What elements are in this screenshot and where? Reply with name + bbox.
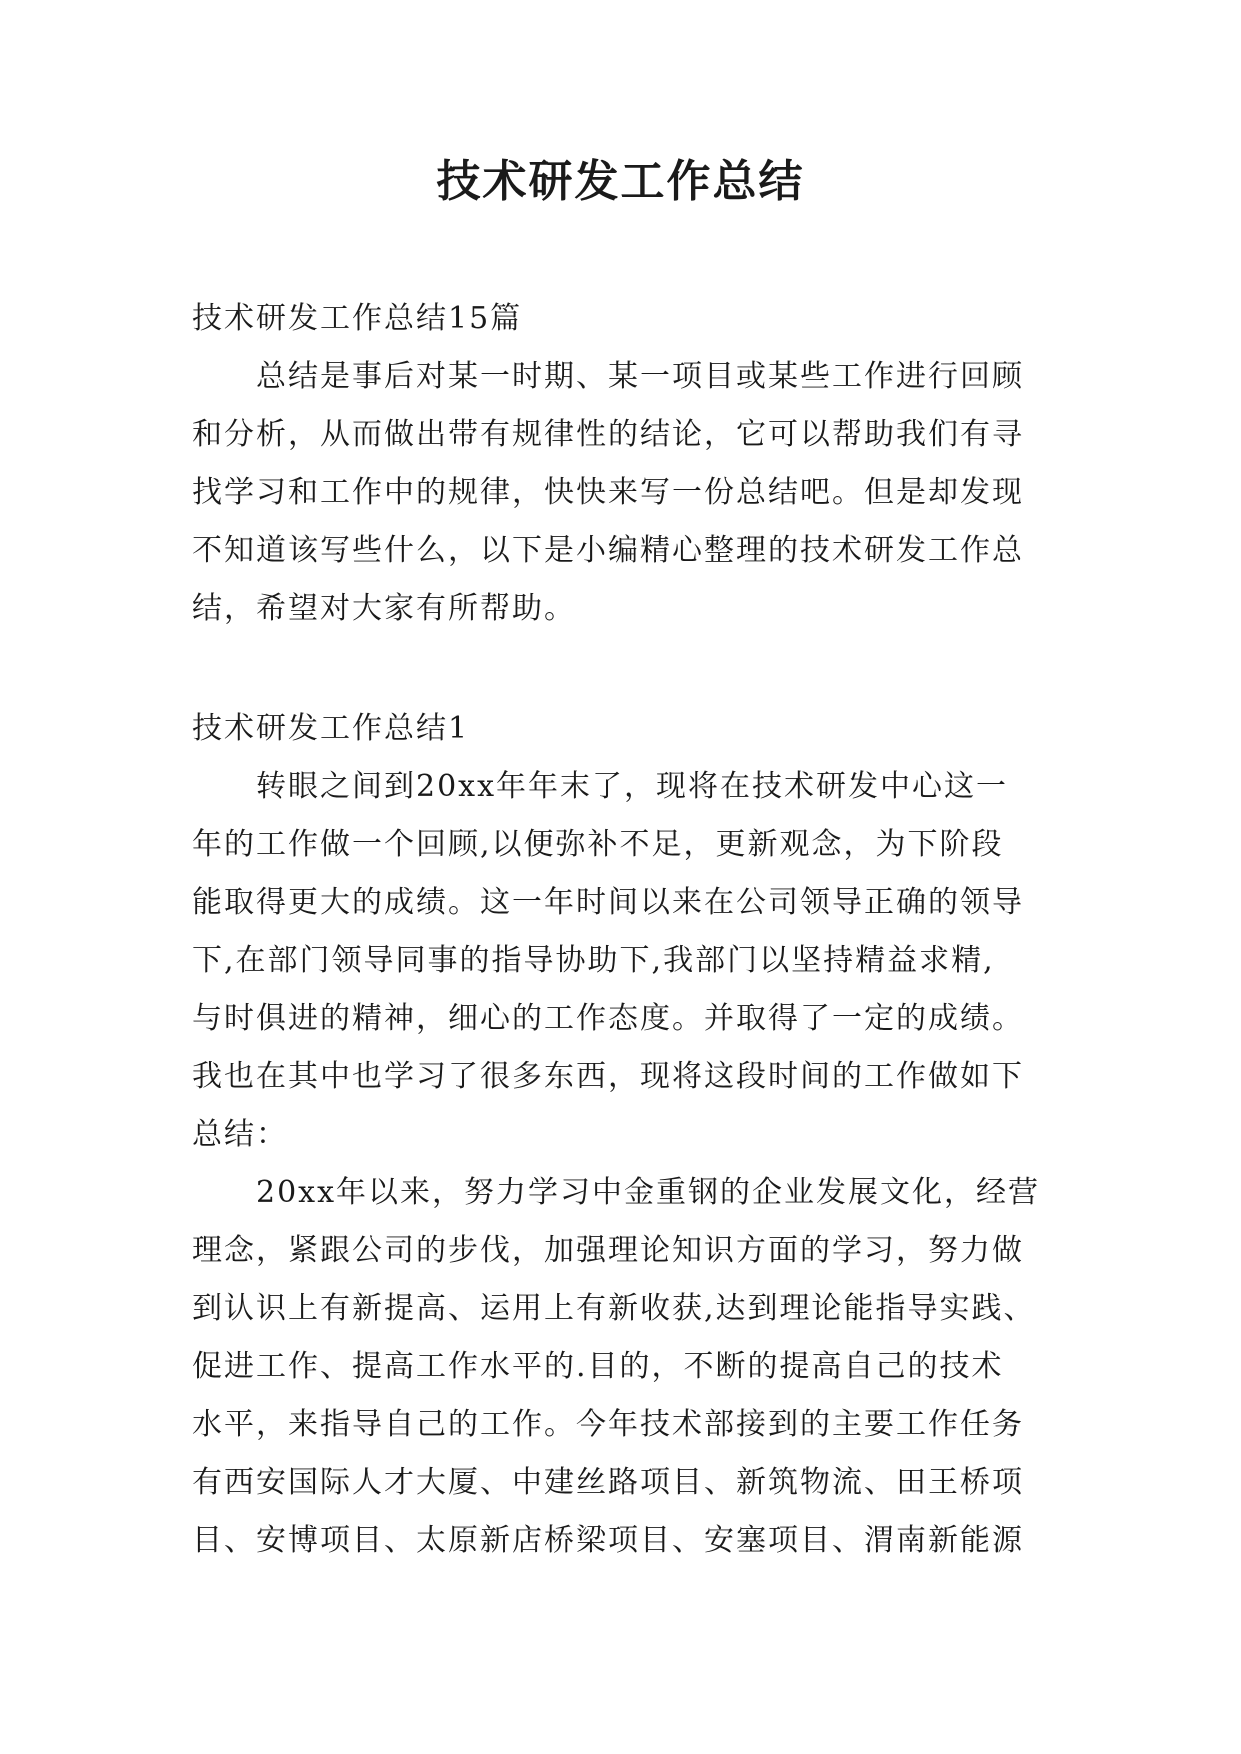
intro-line: 找学习和工作中的规律，快快来写一份总结吧。但是却发现 — [192, 475, 1024, 510]
paragraph-line: 理念，紧跟公司的步伐，加强理论知识方面的学习，努力做 — [192, 1233, 1024, 1268]
paragraph-line: 年的工作做一个回顾,以便弥补不足，更新观念，为下阶段 — [192, 827, 1004, 862]
document-title: 技术研发工作总结 — [436, 156, 805, 207]
paragraph-line: 促进工作、提高工作水平的.目的，不断的提高自己的技术 — [192, 1349, 1004, 1384]
intro-line: 结，希望对大家有所帮助。 — [192, 591, 576, 626]
paragraph-line: 目、安博项目、太原新店桥梁项目、安塞项目、渭南新能源 — [192, 1523, 1024, 1558]
paragraph-line: 与时俱进的精神，细心的工作态度。并取得了一定的成绩。 — [192, 1001, 1024, 1036]
intro-line: 和分析，从而做出带有规律性的结论，它可以帮助我们有寻 — [192, 417, 1024, 452]
paragraph-line: 总结： — [192, 1117, 288, 1152]
paragraph-line: 转眼之间到20xx年年末了，现将在技术研发中心这一 — [256, 769, 1009, 804]
document-body — [192, 290, 1062, 1570]
paragraph-line: 能取得更大的成绩。这一年时间以来在公司领导正确的领导 — [192, 885, 1024, 920]
subtitle-line: 技术研发工作总结15篇 — [192, 301, 523, 336]
paragraph-line: 有西安国际人才大厦、中建丝路项目、新筑物流、田王桥项 — [192, 1465, 1024, 1500]
paragraph-gap — [192, 638, 1062, 700]
paragraph-line: 水平，来指导自己的工作。今年技术部接到的主要工作任务 — [192, 1407, 1024, 1442]
intro-line: 不知道该写些什么，以下是小编精心整理的技术研发工作总 — [192, 533, 1024, 568]
intro-line: 总结是事后对某一时期、某一项目或某些工作进行回顾 — [256, 359, 1024, 394]
paragraph-line: 我也在其中也学习了很多东西，现将这段时间的工作做如下 — [192, 1059, 1024, 1094]
paragraph-line: 下,在部门领导同事的指导协助下,我部门以坚持精益求精, — [192, 943, 995, 978]
paragraph-line: 到认识上有新提高、运用上有新收获,达到理论能指导实践、 — [192, 1291, 1036, 1326]
paragraph-line: 20xx年以来，努力学习中金重钢的企业发展文化，经营 — [256, 1175, 1041, 1210]
section-heading: 技术研发工作总结1 — [192, 711, 470, 746]
